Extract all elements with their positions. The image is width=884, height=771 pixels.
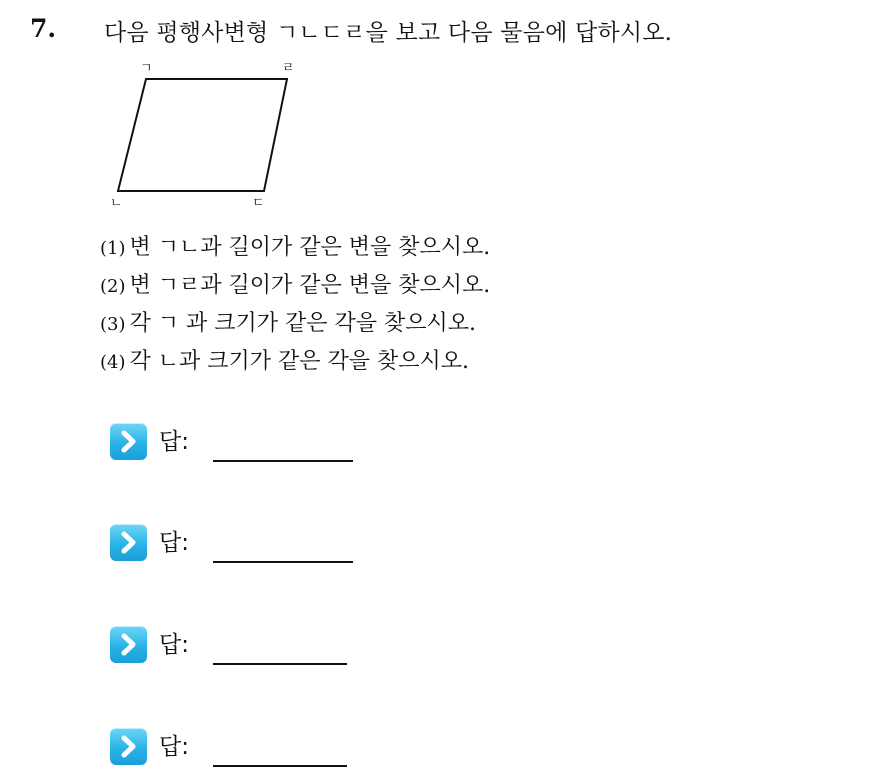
subquestion-1: [100, 230, 490, 261]
subquestion-3: [100, 306, 476, 337]
subquestion-number: (3): [100, 314, 126, 335]
subquestion-2: [100, 268, 490, 299]
answer-label: 답:: [159, 734, 189, 760]
answer-blank[interactable]: [213, 460, 353, 462]
answer-blank[interactable]: [213, 663, 347, 665]
subquestion-number: (2): [100, 276, 126, 297]
chevron-right-icon: [110, 423, 147, 460]
answer-label: 답:: [159, 429, 189, 455]
answer-blank[interactable]: [213, 561, 353, 563]
parallelogram-shape: [118, 79, 287, 191]
subquestion-4: [100, 344, 469, 375]
subquestion-number: (4): [100, 352, 126, 373]
question-number: 7.: [30, 14, 57, 43]
vertex-label-giyeok: ㄱ: [140, 61, 153, 76]
subquestion-text: 각 ㄱ 과 크기가 같은 각을 찾으시오.: [129, 311, 476, 336]
subquestion-number: (1): [100, 238, 126, 259]
parallelogram-figure: [100, 60, 310, 210]
subquestion-text: 변 ㄱㄴ과 길이가 같은 변을 찾으시오.: [129, 235, 491, 260]
chevron-right-icon: [110, 626, 147, 663]
subquestion-text: 각 ㄴ과 크기가 같은 각을 찾으시오.: [129, 349, 469, 374]
chevron-right-icon: [110, 524, 147, 561]
vertex-label-rieul: ㄹ: [282, 61, 295, 76]
answer-blank[interactable]: [213, 765, 347, 767]
answer-label: 답:: [159, 530, 189, 556]
vertex-label-digeut: ㄷ: [252, 196, 265, 210]
subquestion-text: 변 ㄱㄹ과 길이가 같은 변을 찾으시오.: [129, 273, 491, 298]
chevron-right-icon: [110, 728, 147, 765]
vertex-label-nieun: ㄴ: [110, 196, 123, 210]
question-text: 다음 평행사변형 ㄱㄴㄷㄹ을 보고 다음 물음에 답하시오.: [104, 20, 673, 46]
answer-label: 답:: [159, 632, 189, 658]
